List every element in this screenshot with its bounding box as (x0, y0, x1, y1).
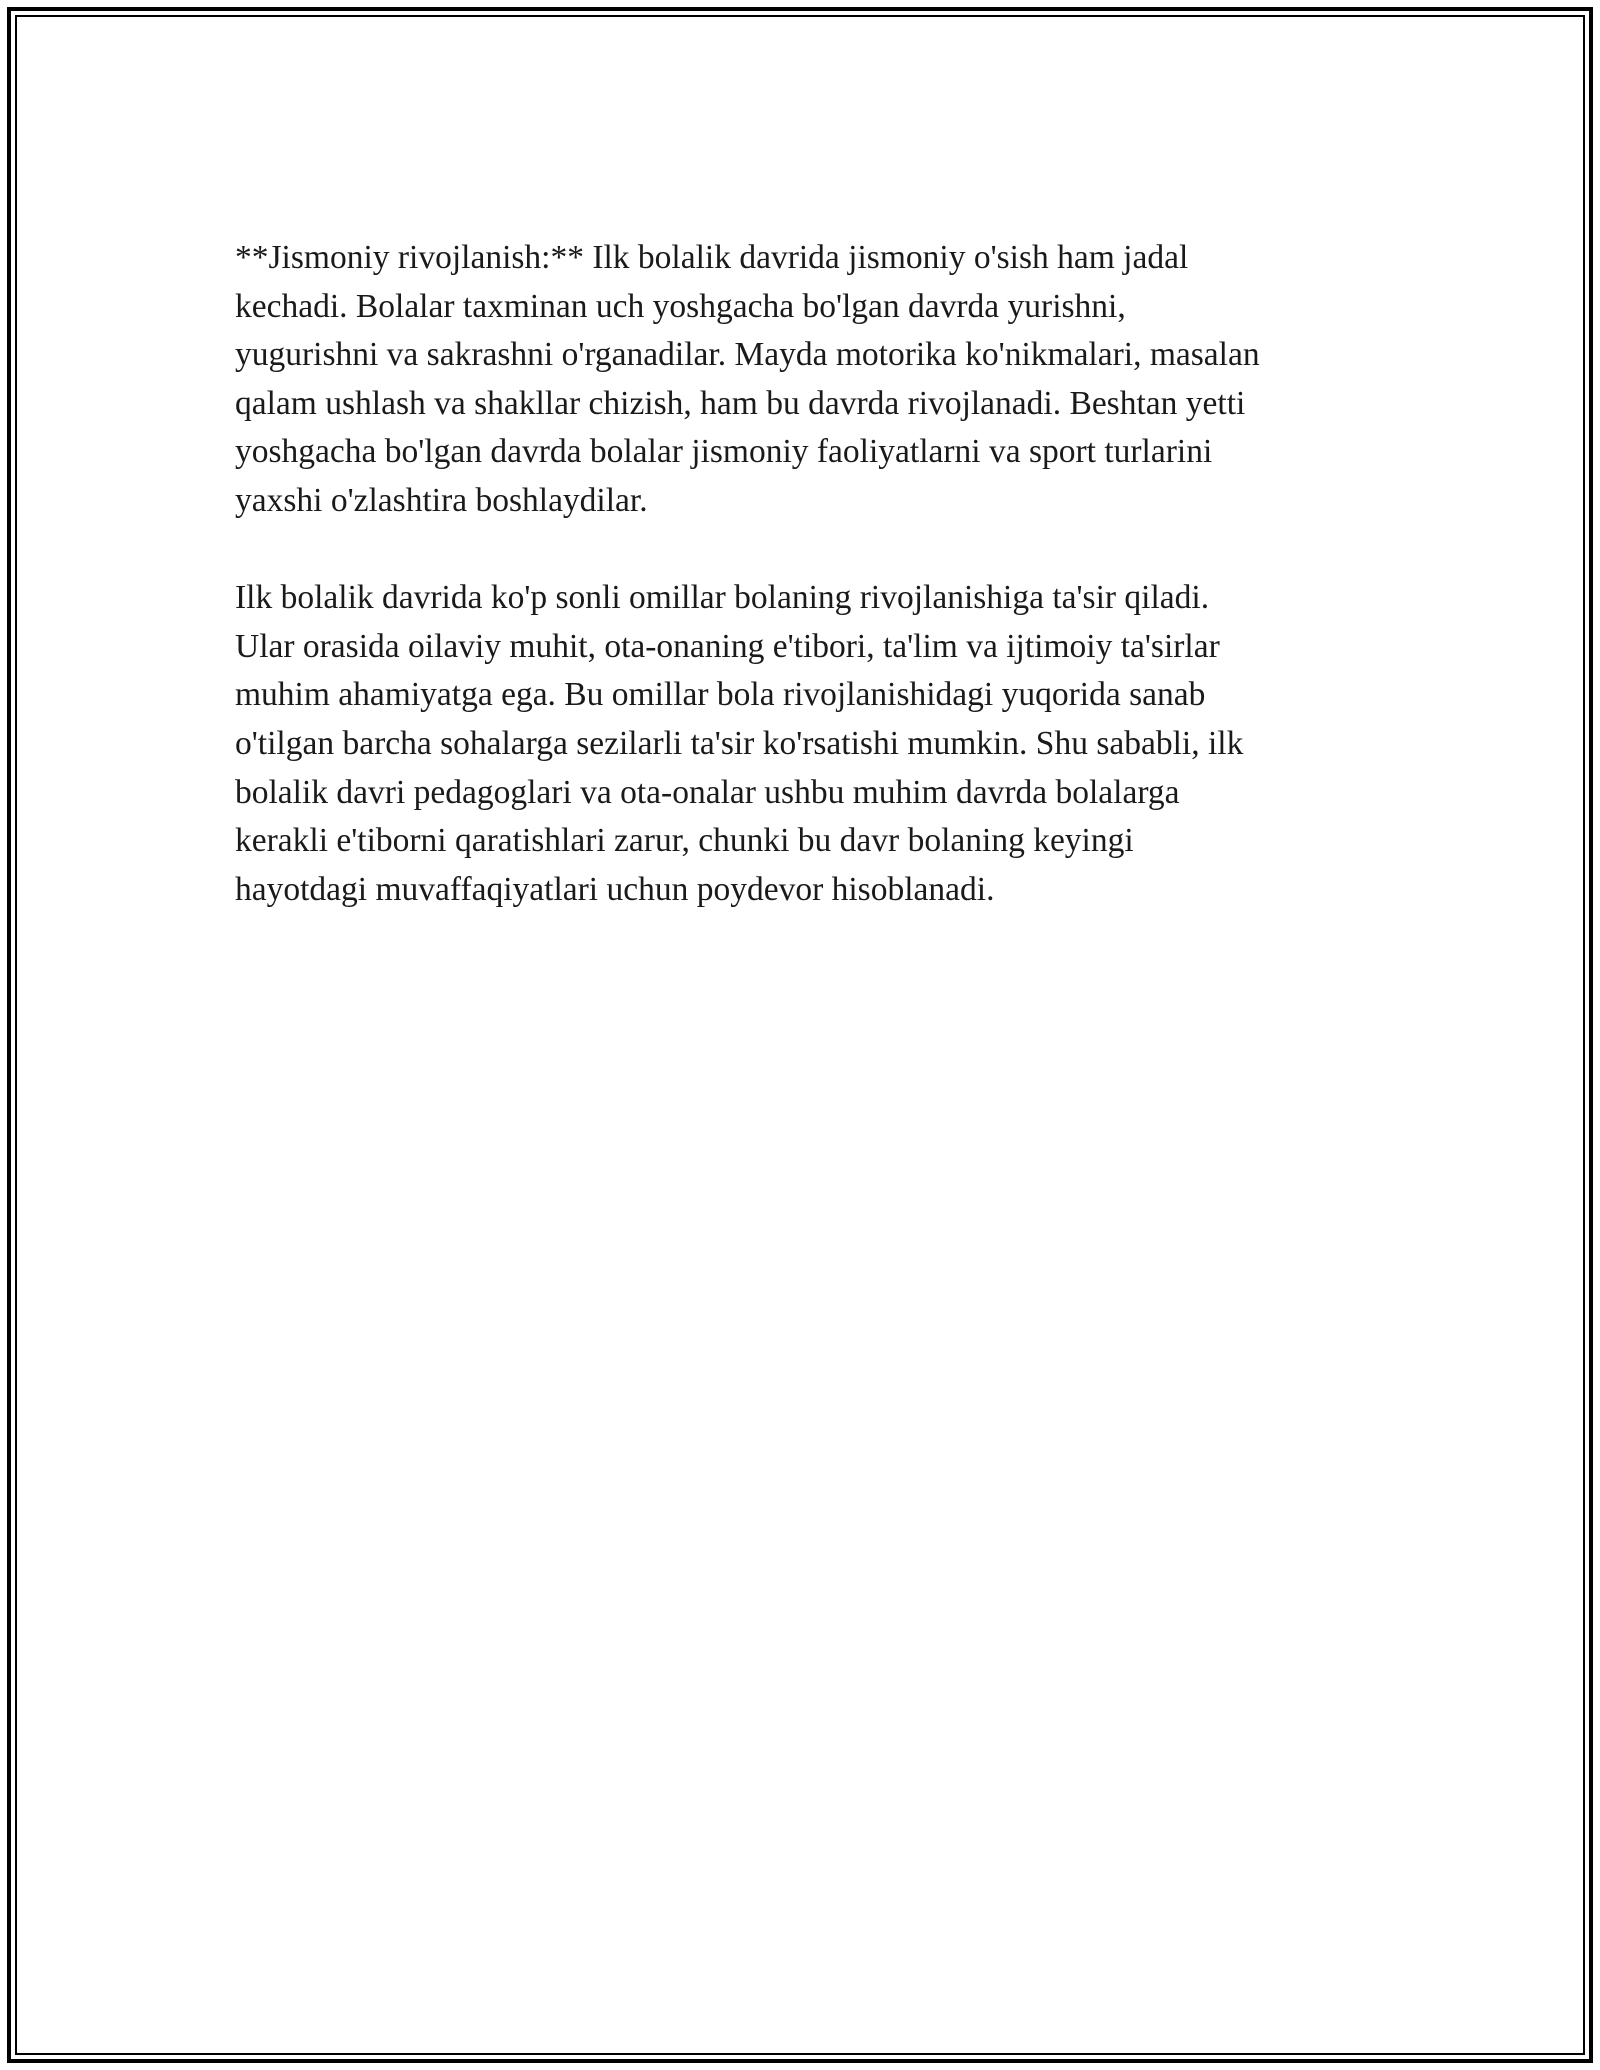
text-line: hayotdagi muvaffaqiyatlari uchun poydevor hisoblanadi. (235, 870, 995, 908)
paragraph-influencing-factors (235, 574, 1370, 914)
text-line: qalam ushlash va shakllar chizish, ham bu davrda rivojlanadi. Beshtan yetti (235, 384, 1246, 422)
text-line: yaxshi o'zlashtira boshlaydilar. (235, 481, 648, 519)
text-line: kerakli e'tiborni qaratishlari zarur, chunki bu davr bolaning keyingi (235, 822, 1134, 860)
text-line: bolalik davri pedagoglari va ota-onalar ushbu muhim davrda bolalarga (235, 773, 1180, 811)
text-line: kechadi. Bolalar taxminan uch yoshgacha bo'lgan davrda yurishni, (235, 287, 1126, 325)
text-line: muhim ahamiyatga ega. Bu omillar bola rivojlanishidagi yuqorida sanab (235, 676, 1206, 714)
text-line: o'tilgan barcha sohalarga sezilarli ta'sir ko'rsatishi mumkin. Shu sababli, ilk (235, 724, 1244, 762)
document-body (235, 234, 1370, 914)
text-line: **Jismoniy rivojlanish:** Ilk bolalik davrida jismoniy o'sish ham jadal (235, 239, 1189, 276)
text-line: yoshgacha bo'lgan davrda bolalar jismoniy faoliyatlarni va sport turlarini (235, 433, 1213, 471)
text-line: yugurishni va sakrashni o'rganadilar. Mayda motorika ko'nikmalari, masalan (235, 336, 1260, 374)
text-line: Ular orasida oilaviy muhit, ota-onaning e'tibori, ta'lim va ijtimoiy ta'sirlar (235, 627, 1220, 665)
paragraph-physical-development (235, 234, 1370, 526)
text-line: Ilk bolalik davrida ko'p sonli omillar bolaning rivojlanishiga ta'sir qiladi. (235, 579, 1210, 617)
